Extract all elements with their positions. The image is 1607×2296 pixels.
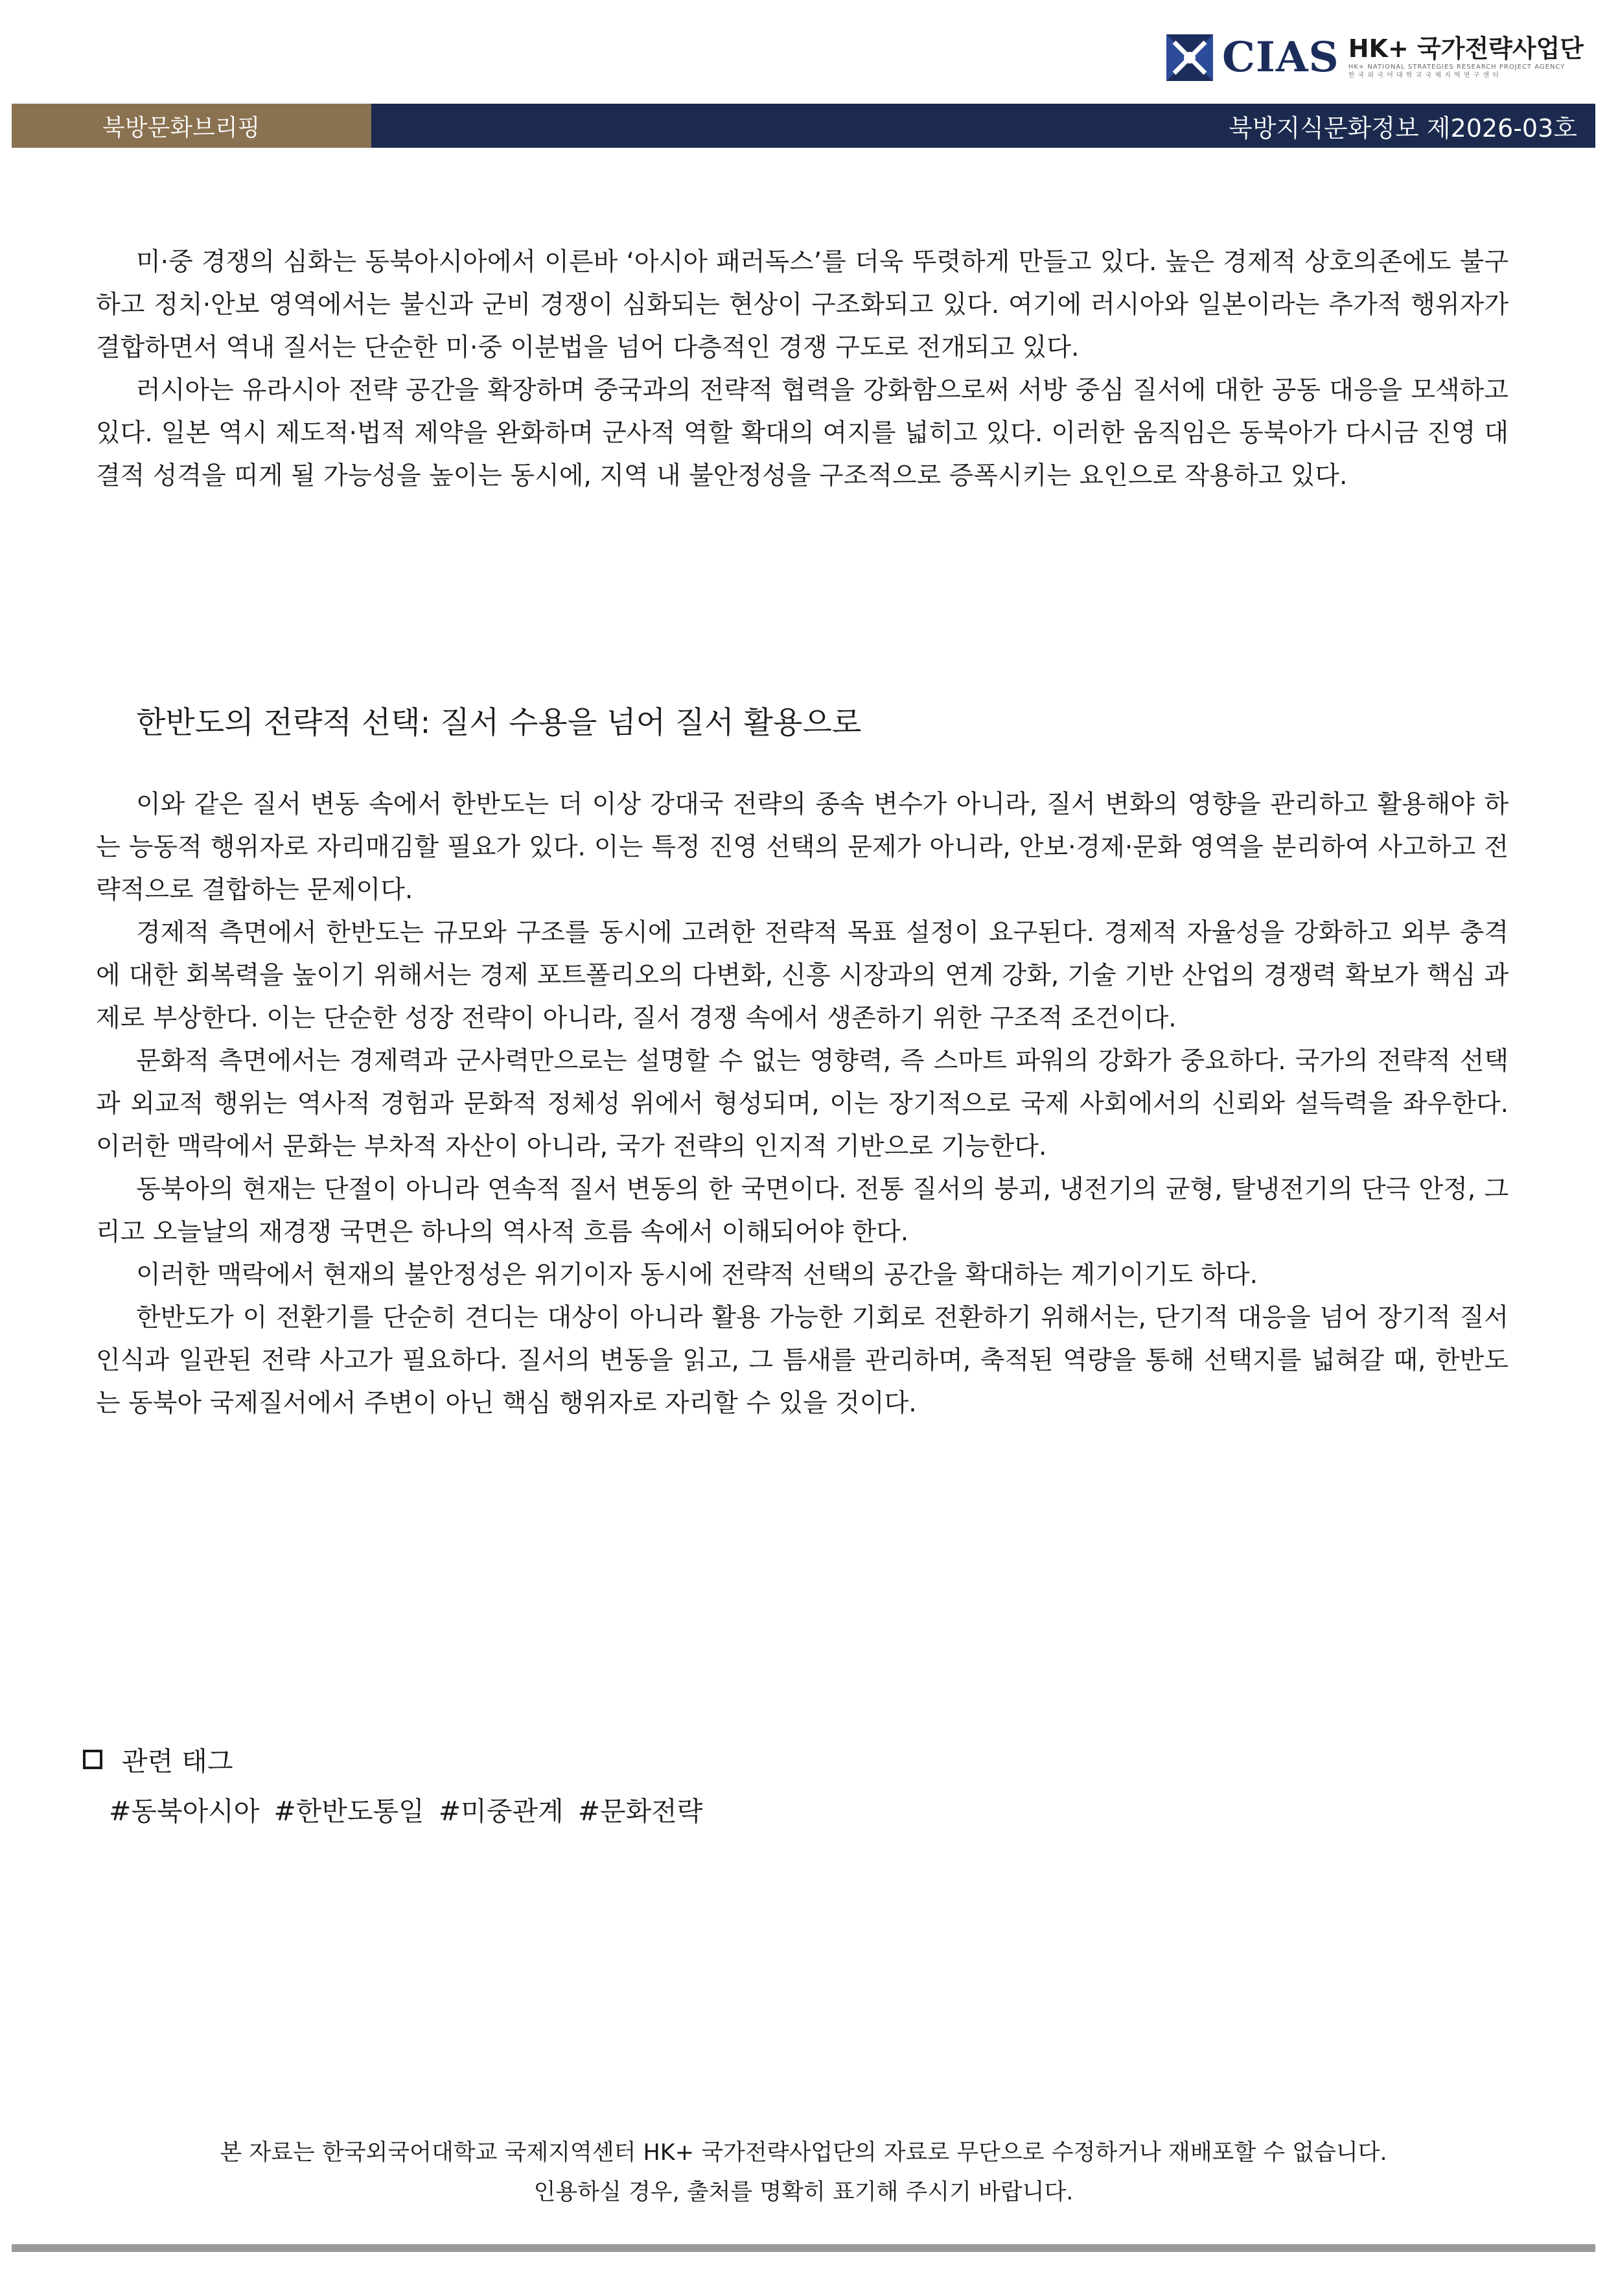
cias-emblem-icon: [1164, 32, 1216, 84]
logo-text-block: [1348, 36, 1584, 80]
tag-list: [109, 1790, 702, 1828]
tags-heading: [83, 1740, 233, 1778]
logo-subtitle-en: HK+ NATIONAL STRATEGIES RESEARCH PROJECT AGENCY: [1348, 63, 1566, 71]
footer-line-1: 본 자료는 한국외국어대학교 국제지역센터 HK+ 국가전략사업단의 자료로 무단으로 수정하거나 재배포할 수 없습니다.: [220, 2140, 1387, 2166]
body-paragraph: 문화적 측면에서는 경제력과 군사력만으로는 설명할 수 없는 영향력, 즉 스마트 파워의 강화가 중요하다. 국가의 전략적 선택과 외교적 행위는 역사적 경험과 문화적 정체성 위에서 형성되며, 이는 장기적으로 국제 사회에서의 신뢰와 설득력을 좌우한다. 이러한 맥락에서 문화는 부차적 자산이 아니라, 국가 전략의 인지적 기반으로 기능한다.: [96, 1047, 1509, 1161]
section-heading: 한반도의 전략적 선택: 질서 수용을 넘어 질서 활용으로: [136, 705, 862, 741]
logo-subtitle-kr: 한 국 외 국 어 대 학 교 국 제 지 역 연 구 센 터: [1348, 71, 1499, 79]
intro-block: [96, 241, 1509, 498]
tag-item[interactable]: #문화전략: [577, 1796, 703, 1827]
body-paragraph: 이와 같은 질서 변동 속에서 한반도는 더 이상 강대국 전략의 종속 변수가 아니라, 질서 변화의 영향을 관리하고 활용해야 하는 능동적 행위자로 자리매김할 필요가 있다. 이는 특정 진영 선택의 문제가 아니라, 안보·경제·문화 영역을 분리하여 사고하고 전략적으로 결합하는 문제이다.: [96, 790, 1509, 905]
checkbox-bullet-icon: [83, 1750, 102, 1769]
footer-notice: [0, 2133, 1607, 2212]
section-label: 북방문화브리핑: [12, 104, 371, 148]
section-body: [96, 783, 1509, 1425]
issue-label: 북방지식문화정보 제2026-03호: [371, 104, 1595, 148]
tags-heading-label: 관련 태그: [122, 1746, 233, 1777]
body-paragraph: 한반도가 이 전환기를 단순히 견디는 대상이 아니라 활용 가능한 기회로 전환하기 위해서는, 단기적 대응을 넘어 장기적 질서 인식과 일관된 전략 사고가 필요하다. 질서의 변동을 읽고, 그 틈새를 관리하며, 축적된 역량을 통해 선택지를 넓혀갈 때, 한반도는 동북아 국제질서에서 주변이 아닌 핵심 행위자로 자리할 수 있을 것이다.: [96, 1303, 1509, 1418]
body-paragraph: 러시아는 유라시아 전략 공간을 확장하며 중국과의 전략적 협력을 강화함으로써 서방 중심 질서에 대한 공동 대응을 모색하고 있다. 일본 역시 제도적·법적 제약을 완화하며 군사적 역할 확대의 여지를 넓히고 있다. 이러한 움직임은 동북아가 다시금 진영 대결적 성격을 띠게 될 가능성을 높이는 동시에, 지역 내 불안정성을 구조적으로 증폭시키는 요인으로 작용하고 있다.: [96, 376, 1509, 491]
tag-item[interactable]: #미중관계: [438, 1796, 564, 1827]
body-paragraph: 경제적 측면에서 한반도는 규모와 구조를 동시에 고려한 전략적 목표 설정이 요구된다. 경제적 자율성을 강화하고 외부 충격에 대한 회복력을 높이기 위해서는 경제 포트폴리오의 다변화, 신흥 시장과의 연계 강화, 기술 기반 산업의 경쟁력 확보가 핵심 과제로 부상한다. 이는 단순한 성장 전략이 아니라, 질서 경쟁 속에서 생존하기 위한 구조적 조건이다.: [96, 918, 1509, 1033]
body-paragraph: 이러한 맥락에서 현재의 불안정성은 위기이자 동시에 전략적 선택의 공간을 확대하는 계기이기도 하다.: [136, 1260, 1258, 1290]
tag-item[interactable]: #한반도통일: [273, 1796, 424, 1827]
tag-item[interactable]: #동북아시아: [109, 1796, 260, 1827]
body-paragraph: 동북아의 현재는 단절이 아니라 연속적 질서 변동의 한 국면이다. 전통 질서의 붕괴, 냉전기의 균형, 탈냉전기의 단극 안정, 그리고 오늘날의 재경쟁 국면은 하나의 역사적 흐름 속에서 이해되어야 한다.: [96, 1175, 1509, 1247]
body-paragraph: 미·중 경쟁의 심화는 동북아시아에서 이른바 ‘아시아 패러독스’를 더욱 뚜렷하게 만들고 있다. 높은 경제적 상호의존에도 불구하고 정치·안보 영역에서는 불신과 군비 경쟁이 심화되는 현상이 구조화되고 있다. 여기에 러시아와 일본이라는 추가적 행위자가 결합하면서 역내 질서는 단순한 미·중 이분법을 넘어 다층적인 경쟁 구도로 전개되고 있다.: [96, 248, 1509, 362]
footer-divider: [12, 2244, 1595, 2252]
organization-logo: [1164, 29, 1584, 87]
logo-title: HK+ 국가전략사업단: [1348, 34, 1584, 64]
footer-line-2: 인용하실 경우, 출처를 명확히 표기해 주시기 바랍니다.: [533, 2179, 1074, 2205]
header-bar: [12, 104, 1595, 148]
logo-cias-text: CIAS: [1221, 33, 1339, 82]
